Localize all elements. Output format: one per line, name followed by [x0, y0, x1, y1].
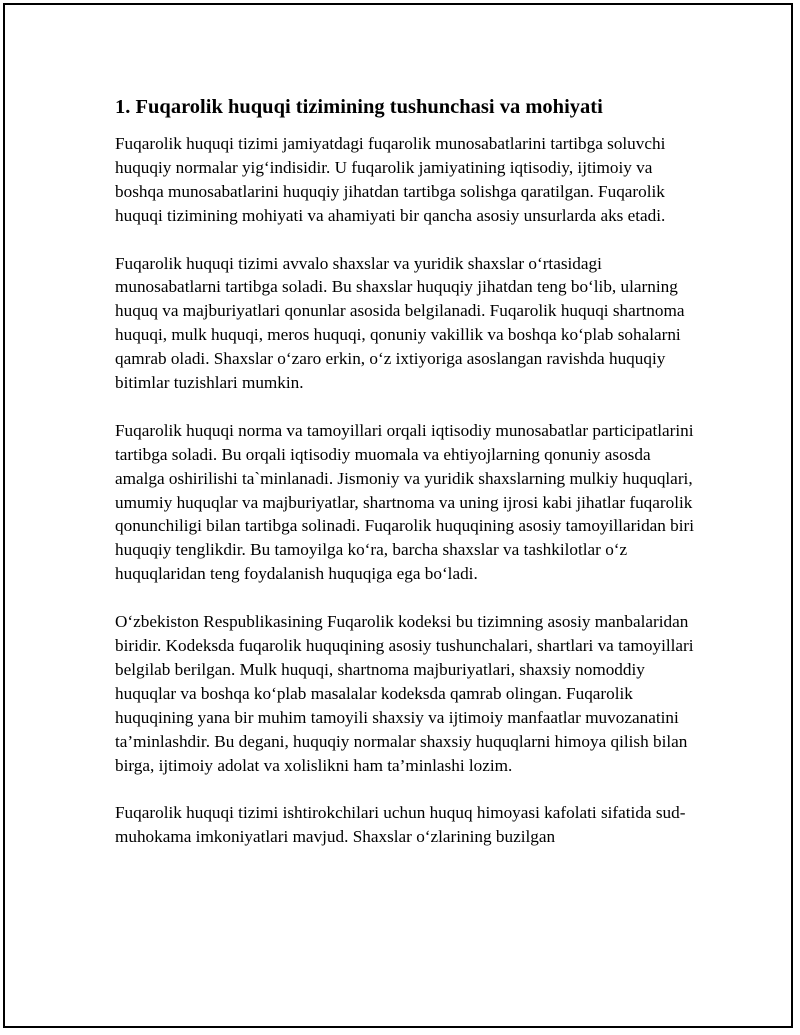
paragraph-4: O‘zbekiston Respublikasining Fuqarolik kodeksi bu tizimning asosiy manbalaridan biridir. Kodeksda fuqarolik huquqining asosiy tushunchalari, shartlari va tamoyillari belgilab berilgan. Mulk huquqi, shartnoma majburiyatlari, shaxsiy nomoddiy huquqlar va boshqa ko‘plab masalalar kodeksda qamrab olingan. Fuqarolik huquqining yana bir muhim tamoyili shaxsiy va ijtimoiy manfaatlar muvozanatini ta’minlashdir. Bu degani, huquqiy normalar shaxsiy huquqlarni himoya qilish bilan birga, ijtimoiy adolat va xolislikni ham ta’minlashi lozim. [115, 612, 694, 775]
document-body [115, 93, 695, 873]
paragraph-5: Fuqarolik huquqi tizimi ishtirokchilari uchun huquq himoyasi kafolati sifatida sud-muhokama imkoniyatlari mavjud. Shaxslar o‘zlarining buzilgan [115, 803, 686, 847]
paragraph-1: Fuqarolik huquqi tizimi jamiyatdagi fuqarolik munosabatlarini tartibga soluvchi huquqiy normalar yig‘indisidir. U fuqarolik jamiyatining iqtisodiy, ijtimoiy va boshqa munosabatlarini huquqiy jihatdan tartibga solishga qaratilgan. Fuqarolik huquqi tizimining mohiyati va ahamiyati bir qancha asosiy unsurlarda aks etadi. [115, 134, 666, 225]
paragraph-3: Fuqarolik huquqi norma va tamoyillari orqali iqtisodiy munosabatlar participatlarini tartibga soladi. Bu orqali iqtisodiy muomala va ehtiyojlarning qonuniy asosda amalga oshirilishi ta`minlanadi. Jismoniy va yuridik shaxslarning mulkiy huquqlari, umumiy huquqlar va majburiyatlar, shartnoma va uning ijrosi kabi jihatlar fuqarolik qonunchiligi bilan tartibga solinadi. Fuqarolik huquqining asosiy tamoyillaridan biri huquqiy tenglikdir. Bu tamoyilga ko‘ra, barcha shaxslar va tashkilotlar o‘z huquqlaridan teng foydalanish huquqiga ega bo‘ladi. [115, 420, 695, 584]
paragraph-2: Fuqarolik huquqi tizimi avvalo shaxslar va yuridik shaxslar o‘rtasidagi munosabatlarni tartibga soladi. Bu shaxslar huquqiy jihatdan teng bo‘lib, ularning huquq va majburiyatlari qonunlar asosida belgilanadi. Fuqarolik huquqi shartnoma huquqi, mulk huquqi, meros huquqi, qonuniy vakillik va boshqa ko‘plab sohalarni qamrab oladi. Shaxslar o‘zaro erkin, o‘z ixtiyoriga asoslangan ravishda huquqiy bitimlar tuzishlari mumkin. [115, 253, 685, 393]
section-heading: 1. Fuqarolik huquqi tizimining tushunchasi va mohiyati [115, 96, 603, 118]
